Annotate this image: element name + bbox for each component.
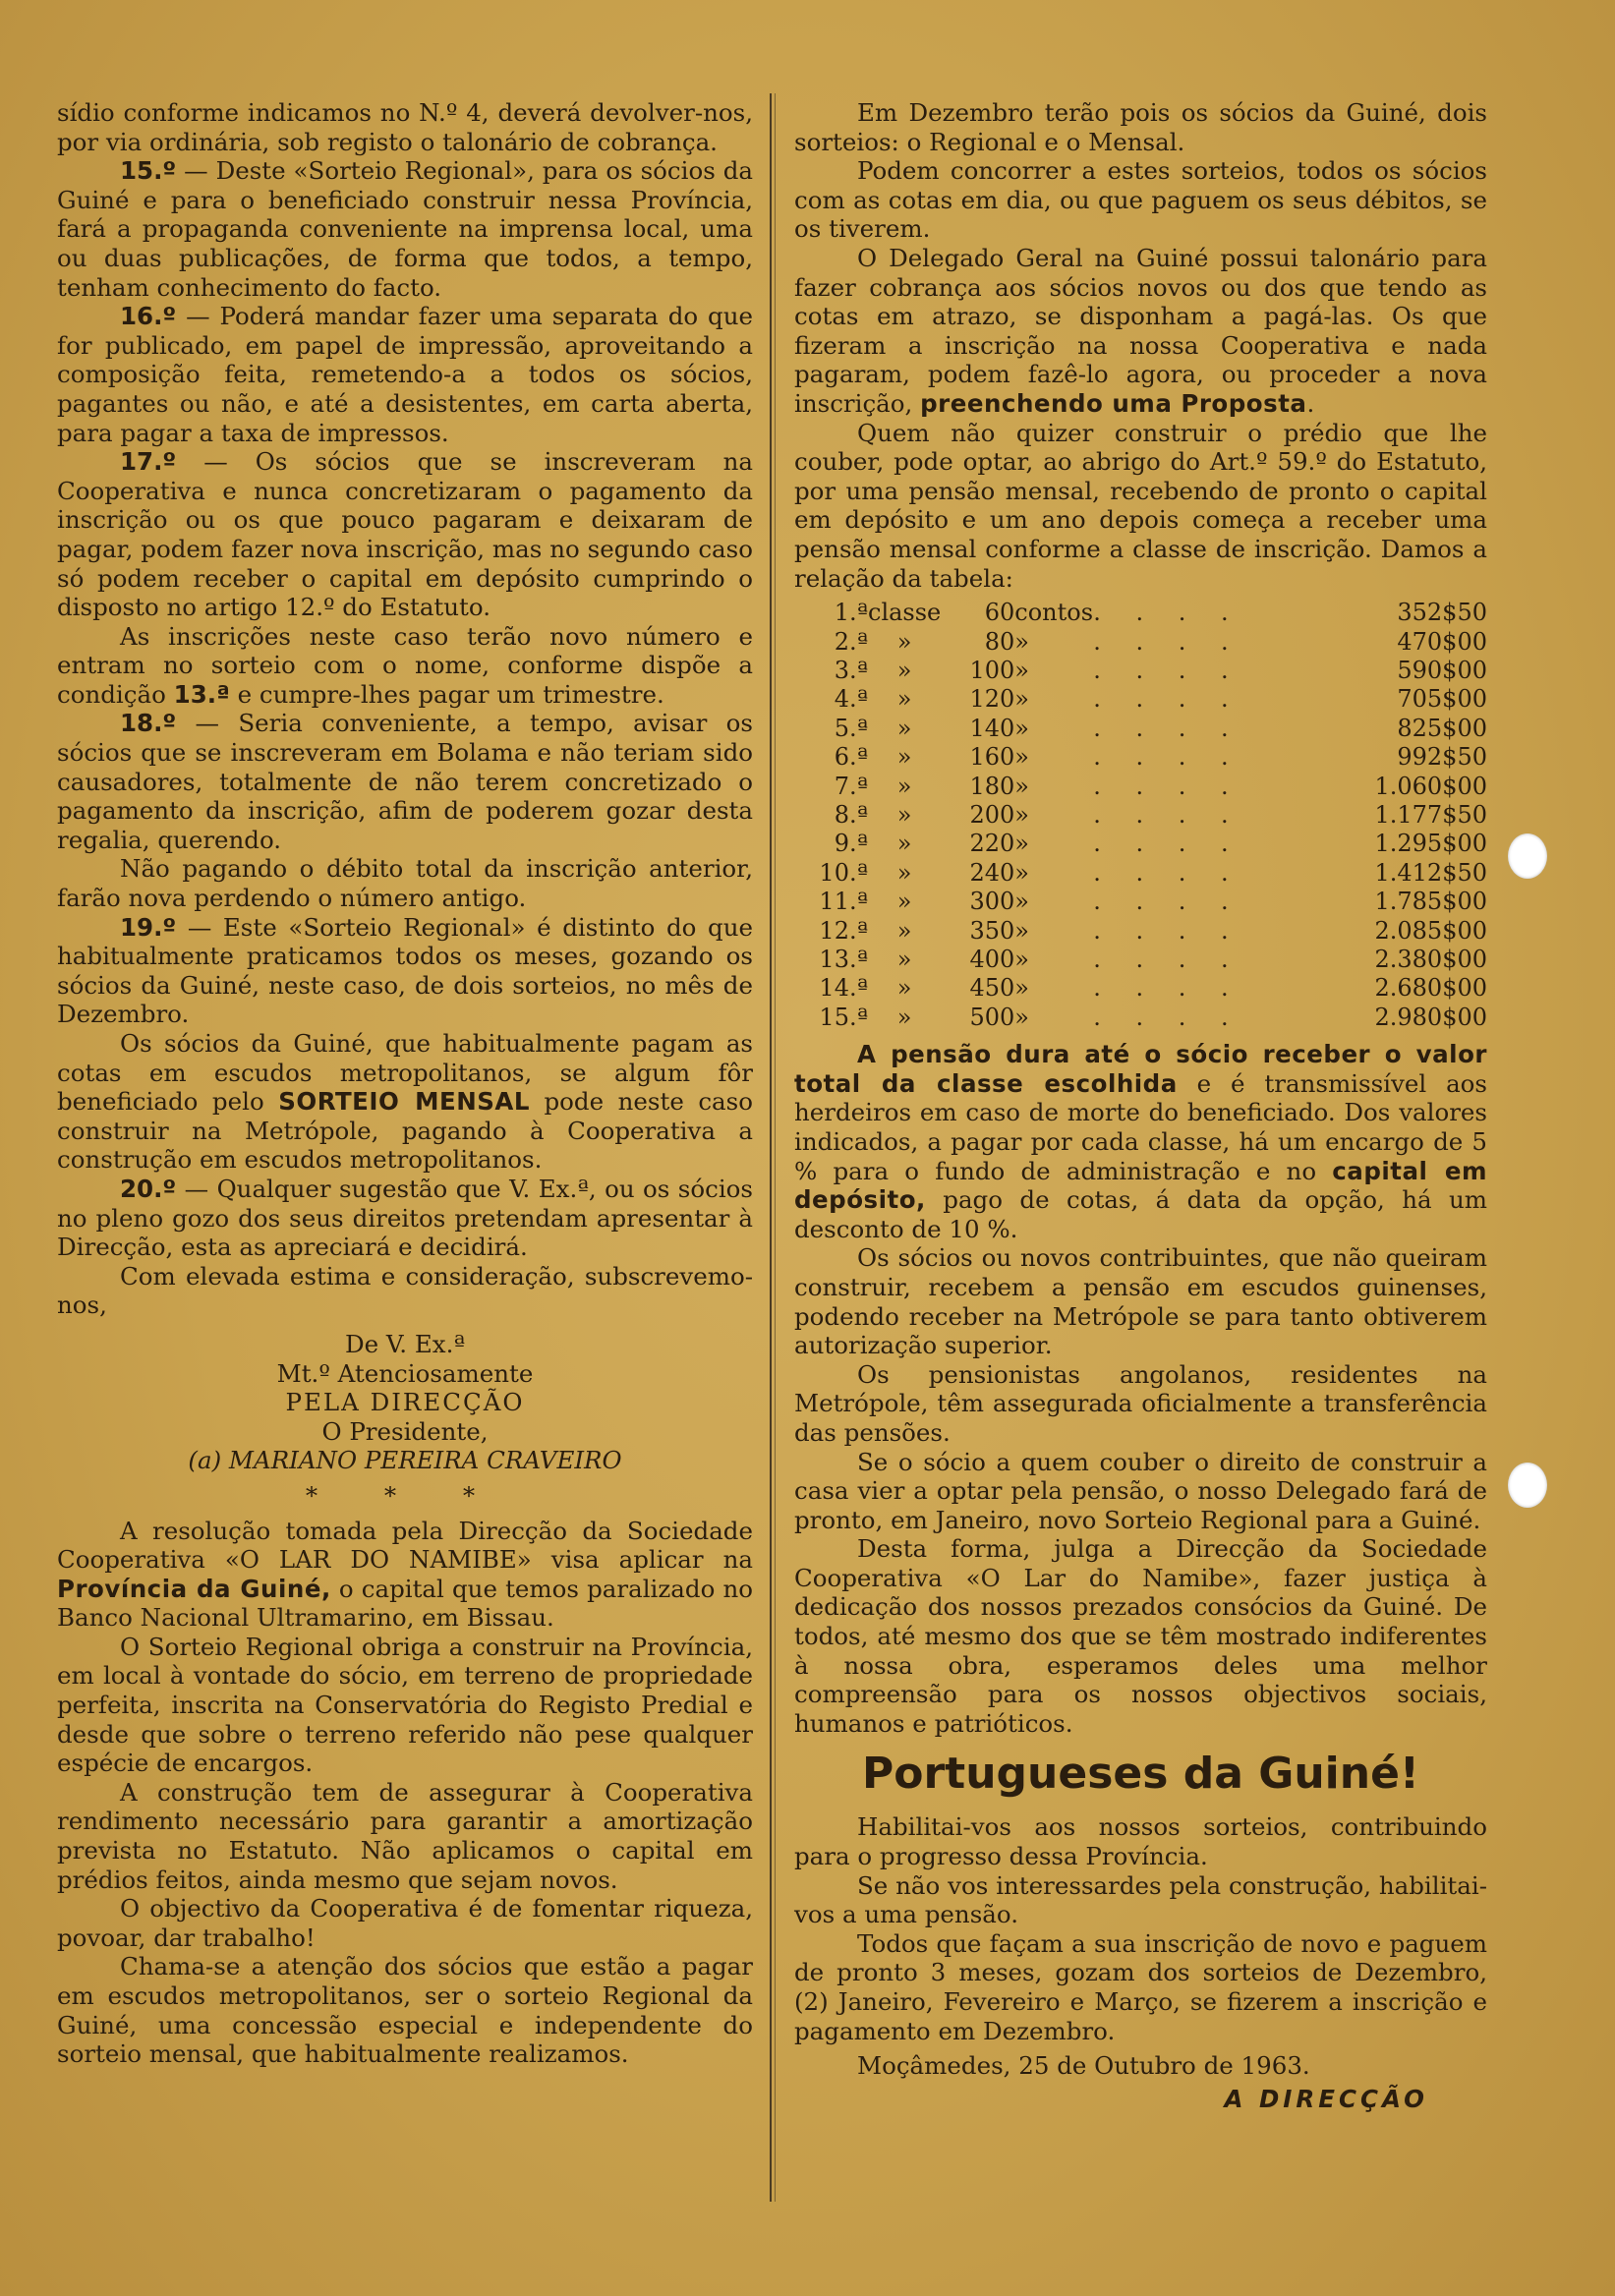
emphasis-pensao: A pensão dura até o sócio receber o valor total da classe escolhida — [794, 1040, 1487, 1098]
text-run: O Delegado Geral na Guiné possui talonário para fazer cobrança aos sócios novos ou dos que tendo as cotas em atrazo, se disponham a pagá-las. Os que fizeram a inscrição na nossa Cooperativa e nada pagaram, podem fazê-lo agora, ou proceder a nova inscrição, — [794, 243, 1487, 418]
text-run: o capital que temos paralizado no Banco Nacional Ultramarino, em Bissau. — [57, 1574, 753, 1633]
capital-contos: 80 — [984, 627, 1015, 656]
capital-contos: 100 — [969, 656, 1015, 684]
pension-row — [794, 888, 1487, 916]
pension-row — [794, 599, 1487, 627]
leader-dots: . . . . — [1093, 974, 1242, 1003]
clause-18-continued: Não pagando o débito total da inscrição anterior, farão nova perdendo o número antigo. — [57, 854, 753, 913]
class-number: 11.ª — [819, 888, 868, 916]
right-paragraph-4: Quem não quizer construir o prédio que lhe couber, pode optar, ao abrigo do Art.º 59.º do Estatuto, por uma pensão mensal, recebendo de pronto o capital em depósito e um ano depois começa a receber uma pensão mensal conforme a classe de inscrição. Damos a relação da tabela: — [794, 418, 1487, 593]
clause-number: 17.º — [120, 447, 177, 477]
class-word: » — [896, 974, 912, 1003]
class-word: » — [896, 1003, 912, 1031]
clause-17 — [57, 447, 753, 622]
leader-dots: . . . . — [1093, 772, 1242, 800]
pension-row — [794, 743, 1487, 772]
capital-contos: 140 — [969, 714, 1015, 742]
class-word: » — [896, 714, 912, 742]
intro-paragraph: sídio conforme indicamos no N.º 4, deverá devolver-nos, por via ordinária, sob registo o talonário de cobrança. — [57, 98, 753, 156]
pension-row — [794, 628, 1487, 657]
capital-contos: 300 — [969, 888, 1015, 916]
clause-20 — [57, 1175, 753, 1262]
right-column — [794, 98, 1487, 2113]
clause-number: 16.º — [120, 302, 177, 331]
condition-number: 13.ª — [173, 679, 230, 709]
capital-unit: » — [1014, 888, 1029, 916]
class-number: 7.ª — [834, 772, 868, 800]
class-word: » — [896, 945, 912, 973]
signature-name: (a) MARIANO PEREIRA CRAVEIRO — [188, 1446, 622, 1475]
capital-unit: » — [1014, 800, 1029, 829]
appeal-paragraph-2: Se não vos interessardes pela construção, habilitai-vos a uma pensão. — [794, 1870, 1487, 1929]
leader-dots: . . . . — [1093, 888, 1242, 916]
capital-contos: 180 — [969, 772, 1015, 800]
capital-contos: 160 — [969, 743, 1015, 772]
pension-amount: 705$00 — [1397, 685, 1487, 714]
pension-amount: 470$00 — [1397, 627, 1487, 656]
class-number: 6.ª — [834, 743, 868, 772]
capital-contos: 220 — [969, 830, 1015, 858]
leader-dots: . . . . — [1093, 714, 1242, 742]
pension-row — [794, 1004, 1487, 1032]
clause-16 — [57, 302, 753, 447]
text-run: pode neste caso construir na Metrópole, pagando à Cooperativa a construção em escudos metropolitanos. — [57, 1087, 753, 1175]
text-run: Os sócios da Guiné, que habitualmente pagam as cotas em escudos metropolitanos, se algum fôr beneficiado pelo — [57, 1029, 753, 1117]
right-paragraph-7: Os pensionistas angolanos, residentes na Metrópole, têm assegurada oficialmente a transferência das pensões. — [794, 1359, 1487, 1447]
section-separator-stars: * * * — [305, 1480, 505, 1510]
leader-dots: . . . . — [1093, 830, 1242, 858]
pension-row — [794, 773, 1487, 801]
capital-unit: » — [1014, 627, 1029, 656]
signature-line-4: O Presidente, — [321, 1416, 489, 1446]
leader-dots: . . . . — [1093, 685, 1242, 714]
capital-unit: » — [1014, 743, 1029, 772]
resolution-paragraph-1 — [57, 1517, 753, 1633]
pension-amount: 1.785$00 — [1374, 888, 1487, 916]
class-word: » — [896, 743, 912, 772]
pension-row — [794, 859, 1487, 888]
capital-unit: » — [1014, 656, 1029, 684]
pension-amount: 1.295$00 — [1374, 830, 1487, 858]
column-divider-inner — [775, 93, 776, 2202]
pension-row — [794, 830, 1487, 858]
class-word: » — [896, 858, 912, 887]
date-line: Moçâmedes, 25 de Outubro de 1963. — [857, 2051, 1310, 2081]
clause-text: — Este «Sorteio Regional» é distinto do que habitualmente praticamos todos os meses, gozando os sócios da Guiné, neste caso, de dois sorteios, no mês de Dezembro. — [57, 912, 753, 1029]
capital-unit: contos — [1014, 599, 1094, 627]
leader-dots: . . . . — [1093, 599, 1242, 627]
class-number: 10.ª — [819, 858, 868, 887]
capital-contos: 500 — [969, 1003, 1015, 1031]
punch-hole-lower — [1508, 1463, 1547, 1508]
leader-dots: . . . . — [1093, 743, 1242, 772]
clause-17-continued — [57, 622, 753, 710]
class-number: 5.ª — [834, 714, 868, 742]
clause-text: — Deste «Sorteio Regional», para os sócios da Guiné e para o beneficiado construir nessa Província, fará a propaganda conveniente na imprensa local, uma ou duas publicações, de forma que todos, a tempo, tenham conhecimento do facto. — [57, 156, 753, 302]
clause-19 — [57, 913, 753, 1029]
emphasis-proposta: preenchendo uma Proposta — [920, 388, 1307, 418]
signature-direccao: A DIRECÇÃO — [1224, 2084, 1428, 2113]
pension-row — [794, 657, 1487, 685]
pension-table-body — [794, 599, 1487, 1032]
resolution-paragraph-5: Chama-se a atenção dos sócios que estão a pagar em escudos metropolitanos, ser o sorteio Regional da Guiné, uma concessão especial e independente do sorteio mensal, que habitualmente realizamos. — [57, 1952, 753, 2069]
appeal-paragraph-1: Habilitai-vos aos nossos sorteios, contribuindo para o progresso dessa Província. — [794, 1812, 1487, 1871]
pension-amount: 992$50 — [1397, 743, 1487, 772]
emphasis-capital: capital em depósito, — [794, 1156, 1487, 1215]
leader-dots: . . . . — [1093, 945, 1242, 973]
right-paragraph-9: Desta forma, julga a Direcção da Sociedade Cooperativa «O Lar do Namibe», fazer justiça à dedicação dos nossos prezados consócios da Guiné. De todos, até mesmo dos que se têm mostrado indiferentes à nossa obra, esperamos deles uma melhor compreensão para os nossos objectivos sociais, humanos e patrióticos. — [794, 1534, 1487, 1738]
capital-unit: » — [1014, 974, 1029, 1003]
capital-unit: » — [1014, 772, 1029, 800]
class-word: » — [896, 916, 912, 945]
emphasis-sorteio-mensal: SORTEIO MENSAL — [278, 1087, 530, 1117]
capital-contos: 450 — [969, 974, 1015, 1003]
capital-unit: » — [1014, 858, 1029, 887]
class-number: 13.ª — [819, 945, 868, 973]
right-paragraph-2: Podem concorrer a estes sorteios, todos os sócios com as cotas em dia, ou que paguem os seus débitos, se os tiverem. — [794, 156, 1487, 244]
class-word: » — [896, 800, 912, 829]
resolution-paragraph-2: O Sorteio Regional obriga a construir na Província, em local à vontade do sócio, em terreno de propriedade perfeita, inscrita na Conservatória do Registo Predial e desde que sobre o terreno referido não pese qualquer espécie de encargos. — [57, 1632, 753, 1778]
text-run: pago de cotas, á data da opção, há um desconto de 10 %. — [794, 1185, 1487, 1243]
class-word: » — [896, 830, 912, 858]
pension-row — [794, 685, 1487, 714]
pension-amount: 1.177$50 — [1374, 800, 1487, 829]
pension-table — [794, 599, 1487, 1032]
signature-line-1: De V. Ex.ª — [344, 1329, 466, 1358]
pension-row — [794, 917, 1487, 946]
class-word: » — [896, 627, 912, 656]
capital-unit: » — [1014, 916, 1029, 945]
closing-paragraph: Com elevada estima e consideração, subscrevemo-nos, — [57, 1261, 753, 1320]
clause-number: 15.º — [120, 156, 177, 186]
clause-15 — [57, 156, 753, 302]
clause-text: — Poderá mandar fazer uma separata do que for publicado, em papel de impressão, aproveitando a composição feita, remetendo-a a todos os sócios, pagantes ou não, e até a desistentes, em carta aberta, para pagar a taxa de impressos. — [57, 302, 753, 447]
clause-text: — Qualquer sugestão que V. Ex.ª, ou os sócios no pleno gozo dos seus direitos pretendam apresentar à Direcção, esta as apreciará e decidirá. — [57, 1174, 753, 1262]
pension-amount: 2.980$00 — [1374, 1003, 1487, 1031]
clause-text: — Seria conveniente, a tempo, avisar os sócios que se inscreveram em Bolama e não teriam sido causadores, totalmente de não terem concretizado o pagamento da inscrição, afim de poderem gozar desta regalia, querendo. — [57, 709, 753, 854]
left-column — [57, 98, 753, 2069]
text-run: . — [1306, 388, 1315, 418]
right-paragraph-6: Os sócios ou novos contribuintes, que não queiram construir, recebem a pensão em escudos guinenses, podendo receber na Metrópole se para tanto obtiverem autorização superior. — [794, 1243, 1487, 1360]
pension-amount: 590$00 — [1397, 656, 1487, 684]
right-paragraph-5 — [794, 1040, 1487, 1243]
class-word: classe — [868, 599, 942, 627]
text-run: e cumpre-lhes pagar um trimestre. — [229, 679, 664, 709]
pension-amount: 2.380$00 — [1374, 945, 1487, 973]
pension-row — [794, 715, 1487, 743]
class-word: » — [896, 656, 912, 684]
signature-line-2: Mt.º Atenciosamente — [276, 1358, 534, 1388]
right-paragraph-8: Se o sócio a quem couber o direito de construir a casa vier a optar pela pensão, o nosso Delegado fará de pronto, em Janeiro, novo Sorteio Regional para a Guiné. — [794, 1447, 1487, 1534]
class-number: 1.ª — [834, 599, 868, 627]
class-number: 15.ª — [819, 1003, 868, 1031]
class-number: 2.ª — [834, 627, 868, 656]
pension-amount: 825$00 — [1397, 714, 1487, 742]
pension-amount: 1.412$50 — [1374, 858, 1487, 887]
capital-contos: 350 — [969, 916, 1015, 945]
capital-contos: 120 — [969, 685, 1015, 714]
class-number: 12.ª — [819, 916, 868, 945]
capital-contos: 200 — [969, 800, 1015, 829]
leader-dots: . . . . — [1093, 916, 1242, 945]
class-number: 9.ª — [834, 830, 868, 858]
clause-19-continued — [57, 1029, 753, 1175]
class-number: 4.ª — [834, 685, 868, 714]
capital-contos: 400 — [969, 945, 1015, 973]
clause-number: 20.º — [120, 1174, 177, 1203]
clause-number: 18.º — [120, 709, 177, 738]
column-divider — [770, 93, 772, 2202]
class-word: » — [896, 685, 912, 714]
capital-unit: » — [1014, 714, 1029, 742]
signature-line-3: PELA DIRECÇÃO — [285, 1388, 525, 1417]
resolution-paragraph-4: O objectivo da Cooperativa é de fomentar riqueza, povoar, dar trabalho! — [57, 1894, 753, 1952]
right-paragraph-3 — [794, 244, 1487, 419]
leader-dots: . . . . — [1093, 800, 1242, 829]
pension-amount: 2.680$00 — [1374, 974, 1487, 1003]
clause-18 — [57, 709, 753, 854]
text-run: As inscrições neste caso terão novo número e entram no sorteio com o nome, conforme dispõe a condição — [57, 621, 753, 709]
text-run: e é transmissível aos herdeiros em caso de morte do beneficiado. Dos valores indicados, a pagar por cada classe, há um encargo de 5 % para o fundo de administração e no — [794, 1068, 1487, 1185]
capital-contos: 60 — [984, 599, 1015, 627]
pension-amount: 1.060$00 — [1374, 772, 1487, 800]
capital-unit: » — [1014, 830, 1029, 858]
class-number: 14.ª — [819, 974, 868, 1003]
capital-unit: » — [1014, 685, 1029, 714]
leader-dots: . . . . — [1093, 627, 1242, 656]
text-run: A resolução tomada pela Direcção da Sociedade Cooperativa «O LAR DO NAMIBE» visa aplicar na — [57, 1516, 753, 1575]
emphasis-provincia: Província da Guiné, — [57, 1574, 331, 1603]
class-number: 8.ª — [834, 800, 868, 829]
pension-row — [794, 801, 1487, 830]
leader-dots: . . . . — [1093, 1003, 1242, 1031]
leader-dots: . . . . — [1093, 656, 1242, 684]
clause-number: 19.º — [120, 912, 177, 942]
appeal-paragraph-3: Todos que façam a sua inscrição de novo e paguem de pronto 3 meses, gozam dos sorteios de Dezembro, (2) Janeiro, Fevereiro e Março, se fizerem a inscrição e pagamento em Dezembro. — [794, 1928, 1487, 2045]
pension-amount: 352$50 — [1397, 599, 1487, 627]
section-heading: Portugueses da Guiné! — [862, 1749, 1419, 1800]
pension-row — [794, 974, 1487, 1003]
leader-dots: . . . . — [1093, 858, 1242, 887]
class-word: » — [896, 772, 912, 800]
class-number: 3.ª — [834, 656, 868, 684]
capital-unit: » — [1014, 945, 1029, 973]
resolution-paragraph-3: A construção tem de assegurar à Cooperativa rendimento necessário para garantir a amortização prevista no Estatuto. Não aplicamos o capital em prédios feitos, ainda mesmo que sejam novos. — [57, 1777, 753, 1894]
pension-amount: 2.085$00 — [1374, 916, 1487, 945]
clause-text: — Os sócios que se inscreveram na Cooperativa e nunca concretizaram o pagamento da inscrição ou os que pouco pagaram e deixaram de pagar, podem fazer nova inscrição, mas no segundo caso só podem receber o capital em depósito cumprindo o disposto no artigo 12.º do Estatuto. — [57, 447, 753, 622]
class-word: » — [896, 888, 912, 916]
punch-hole-upper — [1508, 833, 1547, 879]
capital-contos: 240 — [969, 858, 1015, 887]
right-paragraph-1: Em Dezembro terão pois os sócios da Guiné, dois sorteios: o Regional e o Mensal. — [794, 98, 1487, 156]
capital-unit: » — [1014, 1003, 1029, 1031]
pension-row — [794, 946, 1487, 974]
